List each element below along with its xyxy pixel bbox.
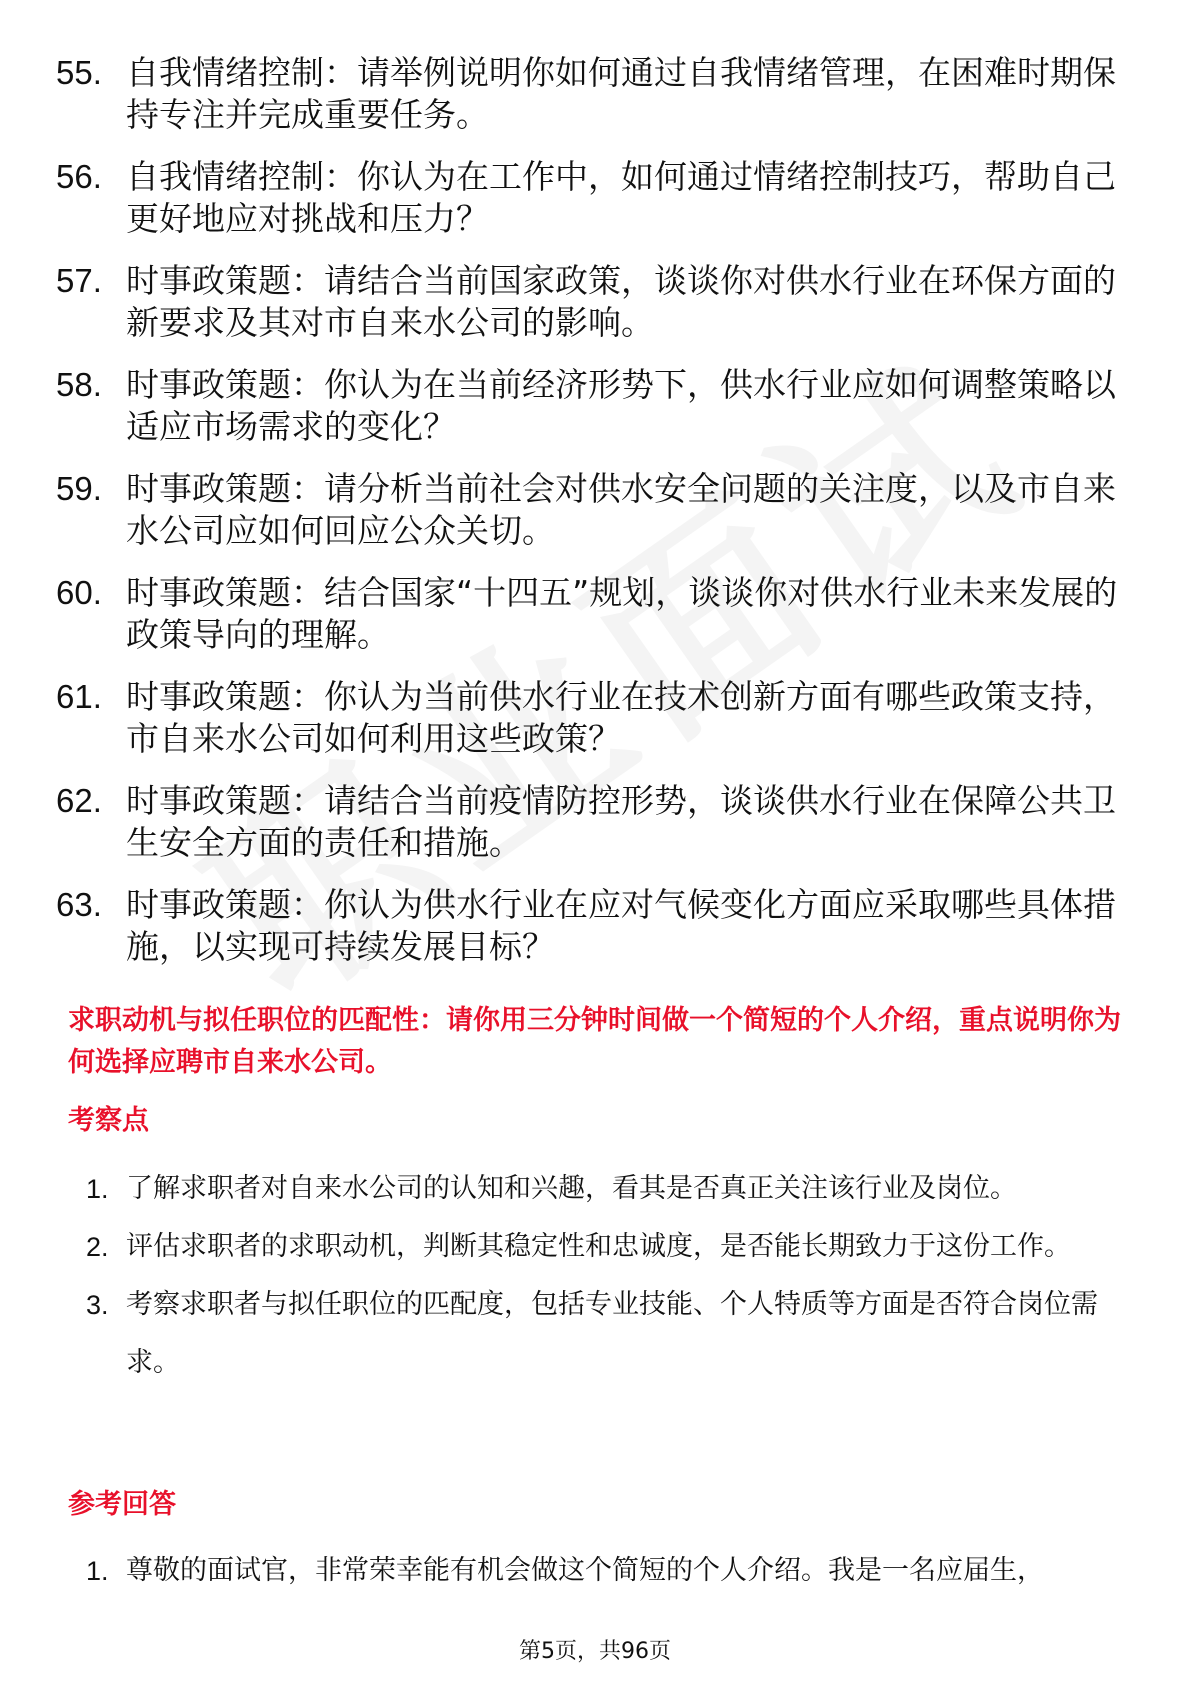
- answer-title: 参考回答: [68, 1489, 176, 1520]
- item-text: 时事政策题：请结合当前国家政策，谈谈你对供水行业在环保方面的新要求及其对市自来水公司的影响。: [126, 261, 1116, 342]
- item-number: 57.: [56, 262, 102, 299]
- list-item: [56, 572, 1136, 656]
- answer-list: [86, 1542, 1126, 1600]
- item-number: 58.: [56, 366, 102, 403]
- item-text: 考察求职者与拟任职位的匹配度，包括专业技能、个人特质等方面是否符合岗位需求。: [126, 1289, 1098, 1378]
- item-text: 时事政策题：你认为当前供水行业在技术创新方面有哪些政策支持，市自来水公司如何利用这些政策？: [126, 677, 1116, 758]
- item-number: 61.: [56, 678, 102, 715]
- item-number: 2.: [86, 1232, 109, 1262]
- item-number: 3.: [86, 1290, 109, 1320]
- item-text: 了解求职者对自来水公司的认知和兴趣，看其是否真正关注该行业及岗位。: [126, 1173, 1017, 1204]
- list-item: [56, 52, 1136, 136]
- list-item: [56, 884, 1136, 968]
- list-item: [86, 1542, 1126, 1600]
- item-number: 63.: [56, 886, 102, 923]
- list-item: [56, 260, 1136, 344]
- item-number: 62.: [56, 782, 102, 819]
- item-text: 时事政策题：你认为在当前经济形势下，供水行业应如何调整策略以适应市场需求的变化？: [126, 365, 1116, 446]
- points-list: [86, 1160, 1126, 1392]
- item-number: 56.: [56, 158, 102, 195]
- list-item: [86, 1276, 1126, 1392]
- item-text: 时事政策题：请分析当前社会对供水安全问题的关注度，以及市自来水公司应如何回应公众关切。: [126, 469, 1116, 550]
- page-footer: 第5页，共96页: [519, 1639, 671, 1664]
- item-text: 时事政策题：你认为供水行业在应对气候变化方面应采取哪些具体措施，以实现可持续发展目标？: [126, 885, 1116, 966]
- question-list: [56, 52, 1136, 988]
- list-item: [56, 780, 1136, 864]
- item-text: 自我情绪控制：你认为在工作中，如何通过情绪控制技巧，帮助自己更好地应对挑战和压力？: [126, 157, 1116, 238]
- points-title: 考察点: [68, 1105, 149, 1136]
- list-item: [56, 364, 1136, 448]
- item-text: 时事政策题：结合国家“十四五”规划，谈谈你对供水行业未来发展的政策导向的理解。: [126, 573, 1118, 654]
- item-text: 时事政策题：请结合当前疫情防控形势，谈谈供水行业在保障公共卫生安全方面的责任和措施。: [126, 781, 1116, 862]
- list-item: [86, 1218, 1126, 1276]
- item-number: 55.: [56, 54, 102, 91]
- item-number: 1.: [86, 1174, 109, 1204]
- item-number: 60.: [56, 574, 102, 611]
- item-number: 1.: [86, 1556, 109, 1586]
- item-text: 尊敬的面试官，非常荣幸能有机会做这个简短的个人介绍。我是一名应届生，: [126, 1555, 1044, 1586]
- list-item: [56, 676, 1136, 760]
- list-item: [56, 468, 1136, 552]
- item-text: 评估求职者的求职动机，判断其稳定性和忠诚度，是否能长期致力于这份工作。: [126, 1231, 1071, 1262]
- item-number: 59.: [56, 470, 102, 507]
- item-text: 自我情绪控制：请举例说明你如何通过自我情绪管理，在困难时期保持专注并完成重要任务。: [126, 53, 1116, 134]
- section-heading: 求职动机与拟任职位的匹配性：请你用三分钟时间做一个简短的个人介绍，重点说明你为何选择应聘市自来水公司。: [68, 1005, 1121, 1078]
- list-item: [56, 156, 1136, 240]
- list-item: [86, 1160, 1126, 1218]
